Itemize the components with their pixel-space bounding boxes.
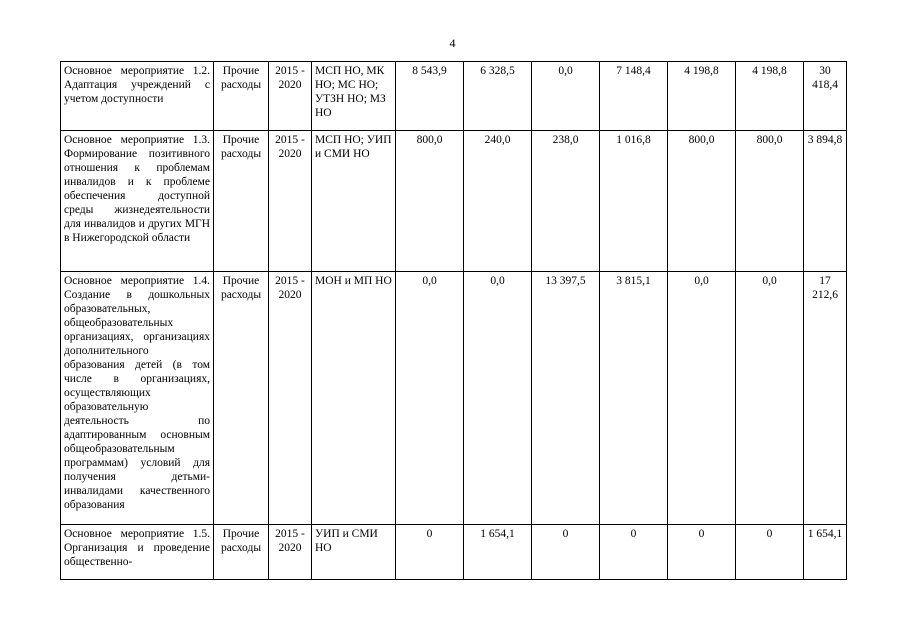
- expense-category: Прочие расходы: [214, 272, 269, 525]
- funding-value: 0,0: [464, 272, 532, 525]
- table-row: [61, 272, 847, 525]
- responsible-executors: МСП НО, МК НО; МС НО; УТЗН НО; МЗ НО: [312, 62, 396, 131]
- funding-value: 800,0: [396, 131, 464, 272]
- activity-description: Основное мероприятие 1.3. Формирование позитивного отношения к проблемам инвалидов и к проблеме обеспечения доступной среды жизнедеятельности для инвалидов и других МГН в Нижегородской области: [61, 131, 214, 272]
- funding-value: 0: [532, 525, 600, 580]
- implementation-period: 2015 - 2020: [269, 272, 312, 525]
- funding-value: 800,0: [736, 131, 804, 272]
- activity-description: Основное мероприятие 1.2. Адаптация учреждений с учетом доступности: [61, 62, 214, 131]
- funding-total: 3 894,8: [804, 131, 847, 272]
- funding-value: 1 654,1: [464, 525, 532, 580]
- funding-total: 17 212,6: [804, 272, 847, 525]
- responsible-executors: УИП и СМИ НО: [312, 525, 396, 580]
- funding-value: 0: [668, 525, 736, 580]
- expense-category: Прочие расходы: [214, 131, 269, 272]
- funding-value: 0,0: [736, 272, 804, 525]
- funding-value: 238,0: [532, 131, 600, 272]
- expense-category: Прочие расходы: [214, 62, 269, 131]
- implementation-period: 2015 - 2020: [269, 525, 312, 580]
- page-number: 4: [449, 36, 456, 50]
- funding-value: 1 016,8: [600, 131, 668, 272]
- activity-description: Основное мероприятие 1.4. Создание в дошкольных образовательных, общеобразовательных организациях, организациях дополнительного образования детей (в том числе в организациях, осуществляющих образовательную деятельность по адаптированным основным общеобразовательным программам) условий для получения детьми-инвалидами качественного образования: [61, 272, 214, 525]
- funding-value: 4 198,8: [668, 62, 736, 131]
- funding-total: 30 418,4: [804, 62, 847, 131]
- funding-value: 0: [396, 525, 464, 580]
- activity-description: Основное мероприятие 1.5. Организация и проведение общественно-: [61, 525, 214, 580]
- funding-value: 3 815,1: [600, 272, 668, 525]
- table-row: [61, 62, 847, 131]
- funding-total: 1 654,1: [804, 525, 847, 580]
- expense-category: Прочие расходы: [214, 525, 269, 580]
- table-row: [61, 525, 847, 580]
- funding-value: 4 198,8: [736, 62, 804, 131]
- responsible-executors: МСП НО; УИП и СМИ НО: [312, 131, 396, 272]
- responsible-executors: МОН и МП НО: [312, 272, 396, 525]
- funding-value: 800,0: [668, 131, 736, 272]
- implementation-period: 2015 - 2020: [269, 131, 312, 272]
- funding-value: 7 148,4: [600, 62, 668, 131]
- table-row: [61, 131, 847, 272]
- program-activities-table: [60, 61, 847, 580]
- funding-value: 13 397,5: [532, 272, 600, 525]
- funding-value: 0: [736, 525, 804, 580]
- funding-value: 0,0: [668, 272, 736, 525]
- funding-value: 0: [600, 525, 668, 580]
- funding-value: 0,0: [396, 272, 464, 525]
- funding-value: 240,0: [464, 131, 532, 272]
- funding-value: 0,0: [532, 62, 600, 131]
- funding-value: 8 543,9: [396, 62, 464, 131]
- funding-value: 6 328,5: [464, 62, 532, 131]
- implementation-period: 2015 - 2020: [269, 62, 312, 131]
